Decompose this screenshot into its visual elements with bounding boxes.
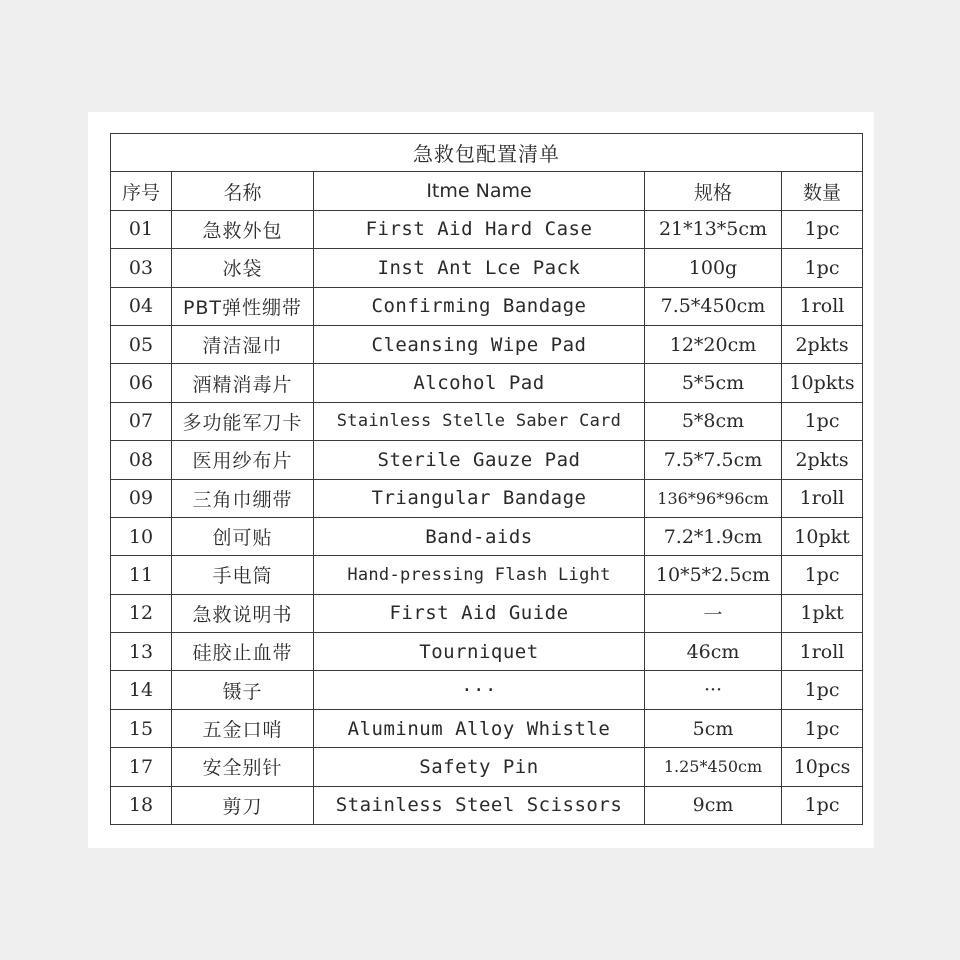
table-row: [111, 325, 863, 363]
header-serial-number: 序号: [111, 172, 172, 210]
cell-serial: 01: [111, 210, 172, 248]
cell-item-name: Alcohol Pad: [314, 364, 645, 402]
cell-qty: 1roll: [782, 287, 863, 325]
cell-item-name: Cleansing Wipe Pad: [314, 325, 645, 363]
cell-serial: 08: [111, 441, 172, 479]
header-name-cn: 名称: [172, 172, 314, 210]
cell-qty: 1roll: [782, 479, 863, 517]
cell-name-cn: 三角巾绷带: [172, 479, 314, 517]
cell-serial: 06: [111, 364, 172, 402]
cell-item-name: Tourniquet: [314, 633, 645, 671]
cell-serial: 10: [111, 517, 172, 555]
cell-serial: 09: [111, 479, 172, 517]
cell-qty: 1pc: [782, 249, 863, 287]
cell-item-name: Hand-pressing Flash Light: [314, 556, 645, 594]
table-row: [111, 479, 863, 517]
cell-name-cn: 手电筒: [172, 556, 314, 594]
table-title: 急救包配置清单: [111, 134, 863, 172]
cell-item-name: Band-aids: [314, 517, 645, 555]
cell-item-name: First Aid Hard Case: [314, 210, 645, 248]
table-row: [111, 287, 863, 325]
cell-serial: 17: [111, 748, 172, 786]
cell-spec: 46cm: [645, 633, 782, 671]
header-quantity: 数量: [782, 172, 863, 210]
table-row: [111, 709, 863, 747]
cell-qty: 1pc: [782, 786, 863, 824]
cell-item-name: Safety Pin: [314, 748, 645, 786]
cell-name-cn: 急救说明书: [172, 594, 314, 632]
cell-spec: 100g: [645, 249, 782, 287]
cell-name-cn: 创可贴: [172, 517, 314, 555]
cell-item-name: Aluminum Alloy Whistle: [314, 709, 645, 747]
table-row: [111, 210, 863, 248]
cell-spec: 12*20cm: [645, 325, 782, 363]
cell-spec: 5*5cm: [645, 364, 782, 402]
cell-name-cn: 多功能军刀卡: [172, 402, 314, 440]
cell-item-name: Stainless Steel Scissors: [314, 786, 645, 824]
table-row: [111, 633, 863, 671]
cell-name-cn: 酒精消毒片: [172, 364, 314, 402]
cell-name-cn: 急救外包: [172, 210, 314, 248]
cell-spec: 21*13*5cm: [645, 210, 782, 248]
cell-serial: 07: [111, 402, 172, 440]
table-header-row: [111, 172, 863, 210]
cell-item-name: Inst Ant Lce Pack: [314, 249, 645, 287]
table-body: [111, 210, 863, 824]
cell-serial: 13: [111, 633, 172, 671]
cell-qty: 10pkts: [782, 364, 863, 402]
cell-item-name: Stainless Stelle Saber Card: [314, 402, 645, 440]
cell-name-cn: 剪刀: [172, 786, 314, 824]
cell-serial: 12: [111, 594, 172, 632]
cell-name-cn: 安全别针: [172, 748, 314, 786]
table-title-row: [111, 134, 863, 172]
table-row: [111, 671, 863, 709]
table-row: [111, 748, 863, 786]
cell-spec: 一: [645, 594, 782, 632]
cell-serial: 05: [111, 325, 172, 363]
cell-name-cn: 清洁湿巾: [172, 325, 314, 363]
cell-spec: 10*5*2.5cm: [645, 556, 782, 594]
cell-name-cn: 镊子: [172, 671, 314, 709]
cell-spec: ···: [645, 671, 782, 709]
table-row: [111, 364, 863, 402]
cell-qty: 2pkts: [782, 441, 863, 479]
cell-serial: 15: [111, 709, 172, 747]
cell-serial: 11: [111, 556, 172, 594]
cell-name-cn: PBT弹性绷带: [172, 287, 314, 325]
cell-spec: 9cm: [645, 786, 782, 824]
cell-qty: 1pc: [782, 402, 863, 440]
cell-spec: 7.2*1.9cm: [645, 517, 782, 555]
table-row: [111, 441, 863, 479]
cell-qty: 1pkt: [782, 594, 863, 632]
cell-spec: 7.5*7.5cm: [645, 441, 782, 479]
table-row: [111, 402, 863, 440]
cell-qty: 1pc: [782, 671, 863, 709]
cell-qty: 10pcs: [782, 748, 863, 786]
cell-item-name: Confirming Bandage: [314, 287, 645, 325]
header-specification: 规格: [645, 172, 782, 210]
cell-item-name: Sterile Gauze Pad: [314, 441, 645, 479]
cell-item-name: First Aid Guide: [314, 594, 645, 632]
cell-qty: 1roll: [782, 633, 863, 671]
header-item-name: Itme Name: [314, 172, 645, 210]
cell-serial: 14: [111, 671, 172, 709]
cell-name-cn: 医用纱布片: [172, 441, 314, 479]
cell-serial: 03: [111, 249, 172, 287]
cell-item-name: Triangular Bandage: [314, 479, 645, 517]
cell-qty: 10pkt: [782, 517, 863, 555]
cell-spec: 136*96*96cm: [645, 479, 782, 517]
cell-item-name: ···: [314, 671, 645, 709]
cell-name-cn: 冰袋: [172, 249, 314, 287]
cell-qty: 1pc: [782, 556, 863, 594]
table-row: [111, 556, 863, 594]
cell-qty: 1pc: [782, 709, 863, 747]
cell-spec: 7.5*450cm: [645, 287, 782, 325]
first-aid-kit-table: [110, 133, 863, 825]
cell-qty: 1pc: [782, 210, 863, 248]
table-row: [111, 517, 863, 555]
cell-spec: 1.25*450cm: [645, 748, 782, 786]
table-row: [111, 786, 863, 824]
table-row: [111, 249, 863, 287]
cell-name-cn: 硅胶止血带: [172, 633, 314, 671]
cell-serial: 18: [111, 786, 172, 824]
table-row: [111, 594, 863, 632]
cell-spec: 5cm: [645, 709, 782, 747]
cell-spec: 5*8cm: [645, 402, 782, 440]
cell-qty: 2pkts: [782, 325, 863, 363]
cell-serial: 04: [111, 287, 172, 325]
cell-name-cn: 五金口哨: [172, 709, 314, 747]
